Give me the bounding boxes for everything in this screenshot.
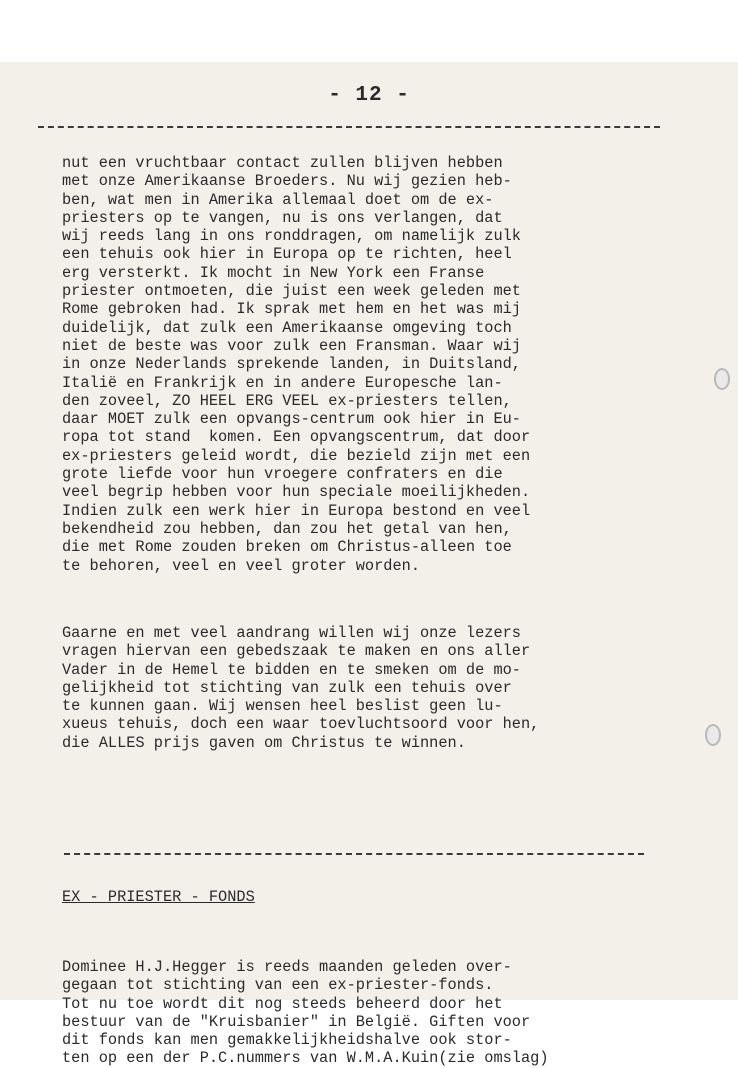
text-line: te behoren, veel en veel groter worden. (62, 556, 421, 575)
text-line: ropa tot stand komen. Een opvangscentrum, dat door (62, 428, 531, 447)
paragraph-1 (62, 154, 682, 575)
text-line: priesters op te vangen, nu is ons verlangen, dat (62, 208, 503, 227)
text-line: wij reeds lang in ons ronddragen, om namelijk zulk (62, 227, 521, 246)
section-heading: EX - PRIESTER - FONDS (62, 888, 255, 906)
text-line: veel begrip hebben voor hun speciale moeilijkheden. (62, 483, 531, 502)
text-line: den zoveel, ZO HEEL ERG VEEL ex-priesters tellen, (62, 391, 512, 410)
text-line: nut een vruchtbaar contact zullen blijven hebben (62, 154, 503, 172)
text-line: gelijkheid tot stichting van zulk een tehuis over (62, 678, 512, 697)
text-line: te kunnen gaan. Wij wensen heel beslist geen lu- (62, 697, 503, 716)
punch-hole (714, 368, 730, 390)
text-line: Vader in de Hemel te bidden en te smeken om de mo- (62, 660, 521, 679)
text-line: die ALLES prijs gaven om Christus te winnen. (62, 733, 466, 752)
text-line: duidelijk, dat zulk een Amerikaanse omgeving toch (62, 318, 512, 337)
text-line: in onze Nederlands sprekende landen, in Duitsland, (62, 355, 521, 374)
text-line: bekendheid zou hebben, dan zou het getal van hen, (62, 519, 512, 538)
text-line: Indien zulk een werk hier in Europa bestond en veel (62, 501, 531, 520)
text-line: grote liefde voor hun vroegere confraters en die (62, 465, 503, 484)
text-line: dit fonds kan men gemakkelijkheidshalve ook stor- (62, 1031, 512, 1050)
paragraph-3 (62, 958, 682, 1068)
text-line: daar MOET zulk een opvangs-centrum ook hier in Eu- (62, 410, 521, 429)
top-divider (38, 126, 660, 128)
text-line: een tehuis ook hier in Europa op te richten, heel (62, 245, 512, 264)
text-line: niet de beste was voor zulk een Fransman. Waar wij (62, 336, 521, 355)
punch-hole (705, 724, 721, 746)
text-line: Rome gebroken had. Ik sprak met hem en het was mij (62, 300, 521, 319)
text-line: gegaan tot stichting van een ex-priester-fonds. (62, 976, 494, 995)
typewritten-page (0, 62, 738, 1068)
paragraph-2 (62, 624, 682, 752)
text-line: Dominee H.J.Hegger is reeds maanden geleden over- (62, 958, 512, 976)
text-line: Gaarne en met veel aandrang willen wij onze lezers (62, 624, 521, 642)
text-line: ben, wat men in Amerika allemaal doet om de ex- (62, 190, 494, 209)
text-line: xueus tehuis, doch een waar toevluchtsoord voor hen, (62, 715, 540, 734)
text-line: erg versterkt. Ik mocht in New York een Franse (62, 263, 485, 282)
text-line: Tot nu toe wordt dit nog steeds beheerd door het (62, 994, 503, 1013)
text-line: Italië en Frankrijk en in andere Europesche lan- (62, 373, 503, 392)
section-divider (64, 853, 644, 855)
text-line: vragen hiervan een gebedszaak te maken en ons aller (62, 642, 531, 661)
text-line: met onze Amerikaanse Broeders. Nu wij gezien heb- (62, 172, 512, 191)
text-line: ten op een der P.C.nummers van W.M.A.Kuin(zie omslag) (62, 1049, 549, 1068)
text-line: ex-priesters geleid wordt, die bezield zijn met een (62, 446, 531, 465)
text-line: die met Rome zouden breken om Christus-alleen toe (62, 538, 512, 557)
page-number: - 12 - (328, 84, 410, 107)
text-line: priester ontmoeten, die juist een week geleden met (62, 282, 521, 301)
text-line: bestuur van de "Kruisbanier" in België. Giften voor (62, 1012, 531, 1031)
